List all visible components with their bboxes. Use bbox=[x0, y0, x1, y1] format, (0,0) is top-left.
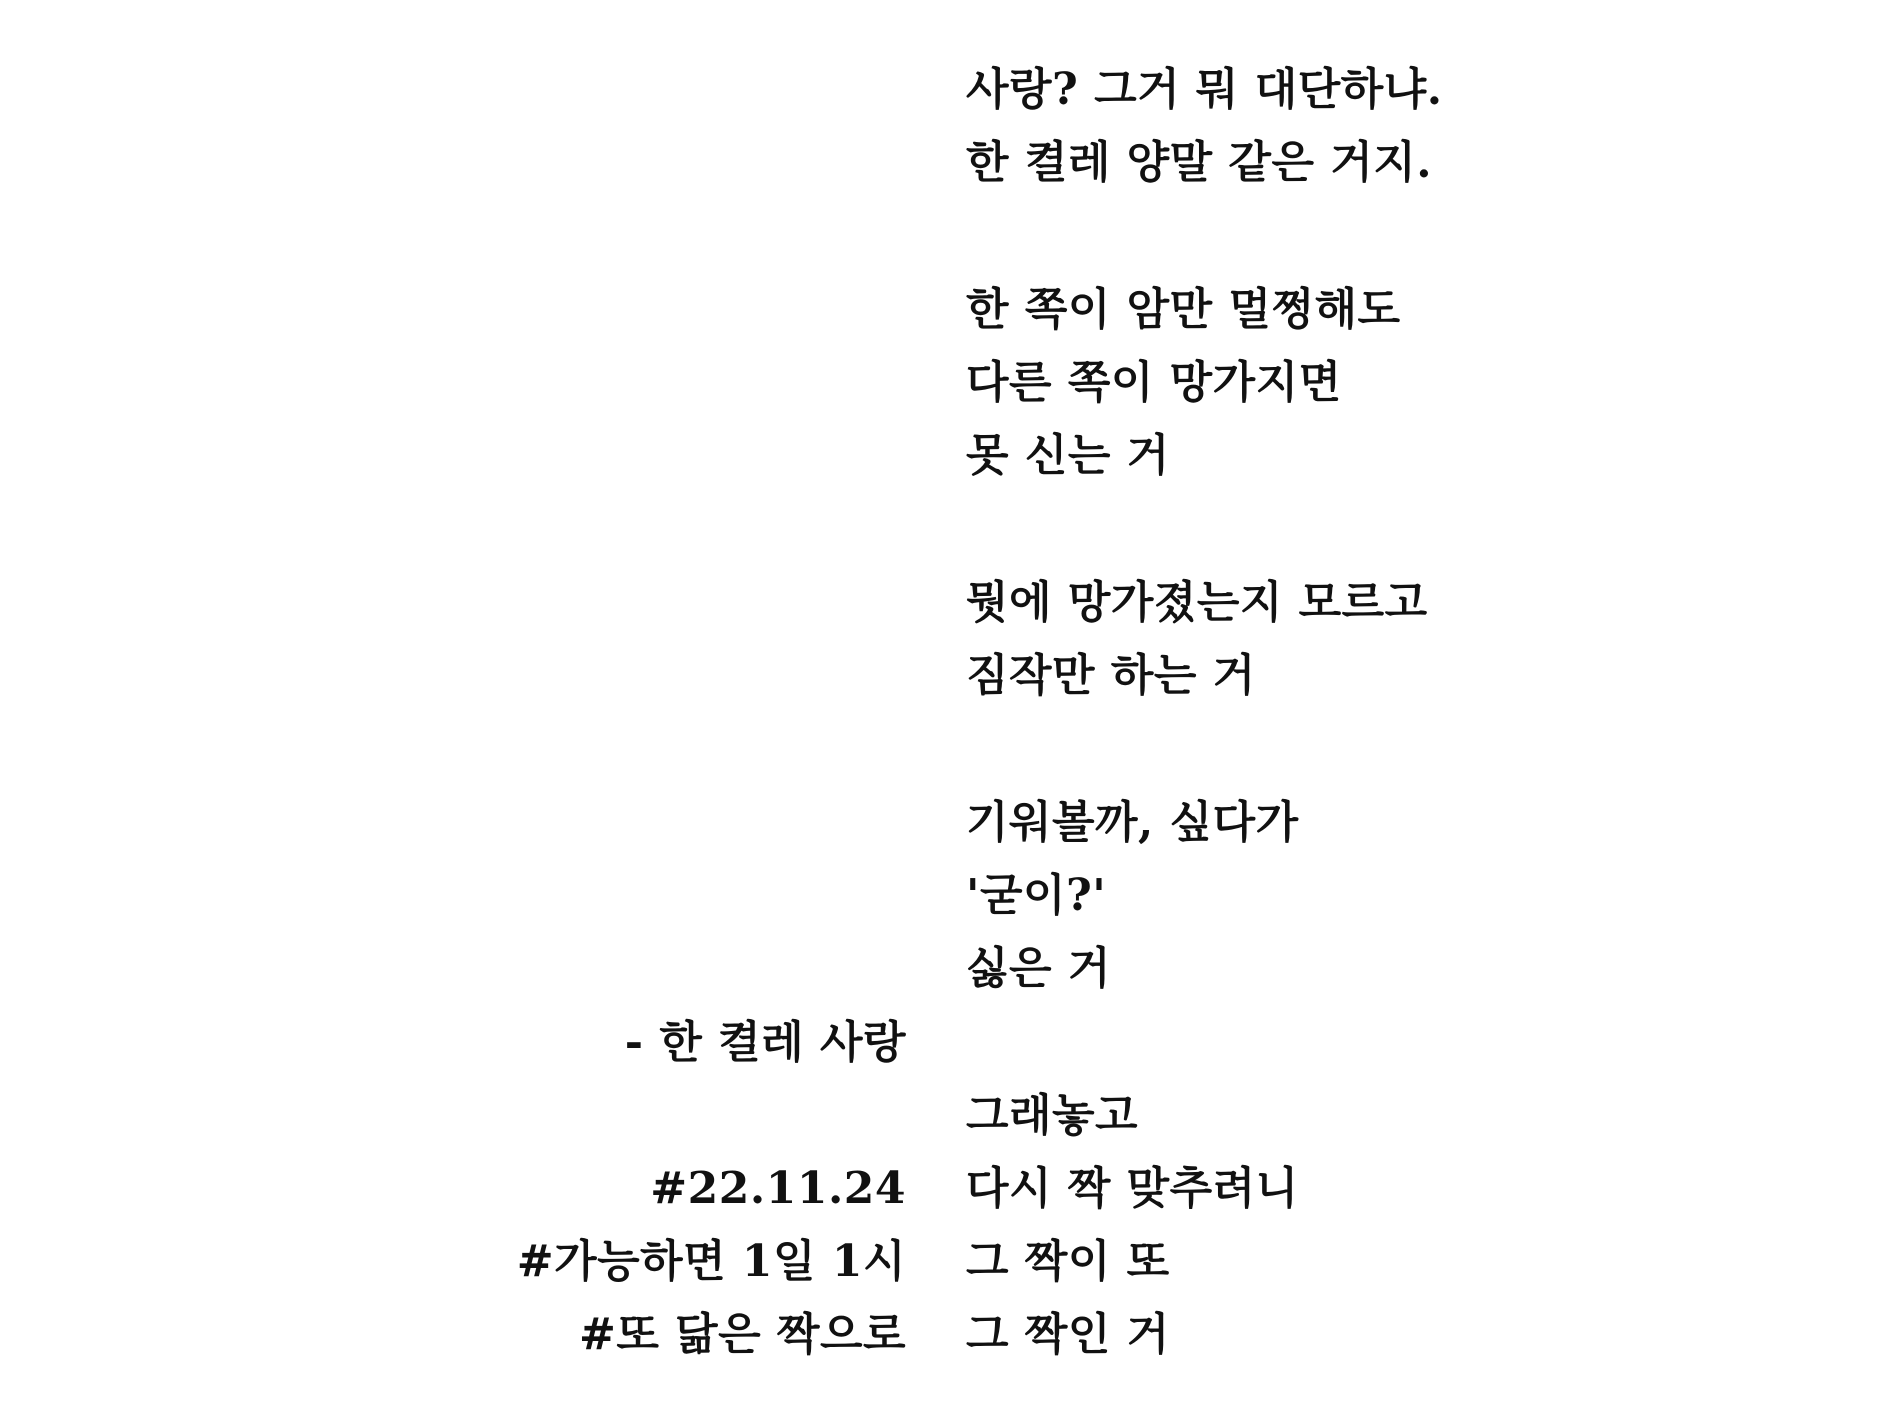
poem-line: 못 신는 거 bbox=[966, 430, 1170, 481]
poem-line: 사랑? 그거 뭐 대단하냐. bbox=[966, 64, 1443, 115]
poem-line: 다른 쪽이 망가지면 bbox=[966, 357, 1342, 408]
poem-line: 그래놓고 bbox=[966, 1090, 1139, 1141]
poem-line: 짐작만 하는 거 bbox=[966, 650, 1256, 701]
poem-line: 뭣에 망가졌는지 모르고 bbox=[966, 577, 1428, 628]
poem-line: 한 쪽이 암만 멀쩡해도 bbox=[966, 284, 1401, 335]
poem-title: - 한 켤레 사랑 bbox=[624, 1017, 906, 1068]
poem-line: 다시 짝 맞추려니 bbox=[966, 1163, 1299, 1214]
hashtag-daily: #가능하면 1일 1시 bbox=[516, 1236, 906, 1287]
hashtag-date: #22.11.24 bbox=[650, 1163, 906, 1214]
poem-line: 그 짝이 또 bbox=[966, 1236, 1170, 1287]
poem-line: 싫은 거 bbox=[966, 943, 1111, 994]
hashtag-pair: #또 닮은 짝으로 bbox=[578, 1309, 906, 1360]
poem-line: 한 켤레 양말 같은 거지. bbox=[966, 137, 1433, 188]
poem-line: '굳이?' bbox=[966, 870, 1107, 921]
poem-line: 그 짝인 거 bbox=[966, 1309, 1170, 1360]
poem-line: 기워볼까, 싶다가 bbox=[966, 797, 1299, 848]
